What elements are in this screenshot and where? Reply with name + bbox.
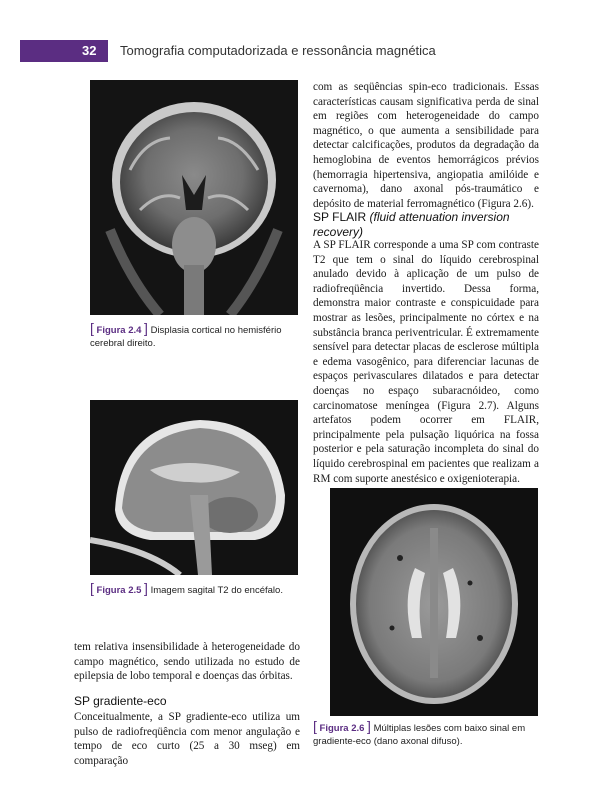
figure-2-4-image (90, 80, 298, 315)
figure-label: Figura 2.5 (96, 585, 142, 596)
figure-2-6-image (330, 488, 538, 716)
running-title: Tomografia computadorizada e ressonância magnética (120, 43, 436, 58)
figure-caption-text: Múltiplas lesões com baixo sinal em gradiente-eco (dano axonal difuso). (313, 723, 526, 747)
gradient-echo-paragraph: Conceitualmente, a SP gradiente-eco utiliza um pulso de radiofreqüência com menor angulação e tempo de eco curto (25 a 30 mseg) em comparação (74, 711, 300, 767)
flair-paragraph: A SP FLAIR corresponde a uma SP com contraste T2 que tem o sinal do líquido cerebrospinal anulado devido à aplicação de um pulso de radiofreqüência invertido. Dessa forma, demonstra maior contraste e conspicuidade para mostrar as lesões, principalmente no córtex e na substância branca periventricular. É extremamente sensível para detectar placas de esclerose múltipla e edema vasogênico, para diferenciar lacunas de espaços perivasculares dilatados e para detectar doenças no espaço subaracnóideo, como carcinomatose meníngea (Figura 2.7). Alguns artefatos podem ocorrer em FLAIR, principalmente pela pulsação liquórica na fossa posterior e pela saturação incompleta do sinal do líquido cerebrospinal em pacientes que realizam a RM com suporte anestésico e oxigenioterapia. (313, 239, 539, 485)
figure-caption-text: Displasia cortical no hemisfério cerebral direito. (90, 325, 282, 349)
figure-caption-text: Imagem sagital T2 do encéfalo. (150, 585, 283, 596)
figure-2-4-caption: [ Figura 2.4 ] Displasia cortical no hemisfério cerebral direito. (90, 320, 282, 349)
figure-2-6-caption: [ Figura 2.6 ] Múltiplas lesões com baixo sinal em gradiente-eco (dano axonal difuso). (313, 718, 526, 747)
intro-paragraph-text: com as seqüências spin-eco tradicionais. Essas características causam significativa perda de sinal em regiões com heterogeneidade do campo magnético, o que aumenta a sensibilidade para detectar calcificações, produtos da degradação da hemoglobina de eventos hemorrágicos prévios (hemorragia hipertensiva, angiopatia amilóide e cavernoma), dano axonal pós-traumático e depósito de material ferromagnético (Figura 2.6). (313, 81, 539, 210)
flair-heading (313, 210, 539, 239)
figure-2-5-image (90, 400, 298, 575)
flair-heading-sub: (fluid attenuation inversion recovery) (313, 210, 510, 239)
figure-2-5-caption: [ Figura 2.5 ] Imagem sagital T2 do encéfalo. (90, 580, 283, 596)
continuation-paragraph: tem relativa insensibilidade à heterogeneidade do campo magnético, sendo utilizada no estudo de epilepsia de lobo temporal e doenças das órbitas. (74, 641, 300, 683)
page-number: 32 (82, 43, 97, 58)
flair-heading-main: SP FLAIR (313, 210, 367, 224)
figure-label: Figura 2.4 (96, 325, 142, 336)
gradient-echo-heading: SP gradiente-eco (74, 694, 167, 708)
intro-paragraph (313, 80, 539, 211)
figure-label: Figura 2.6 (319, 723, 365, 734)
